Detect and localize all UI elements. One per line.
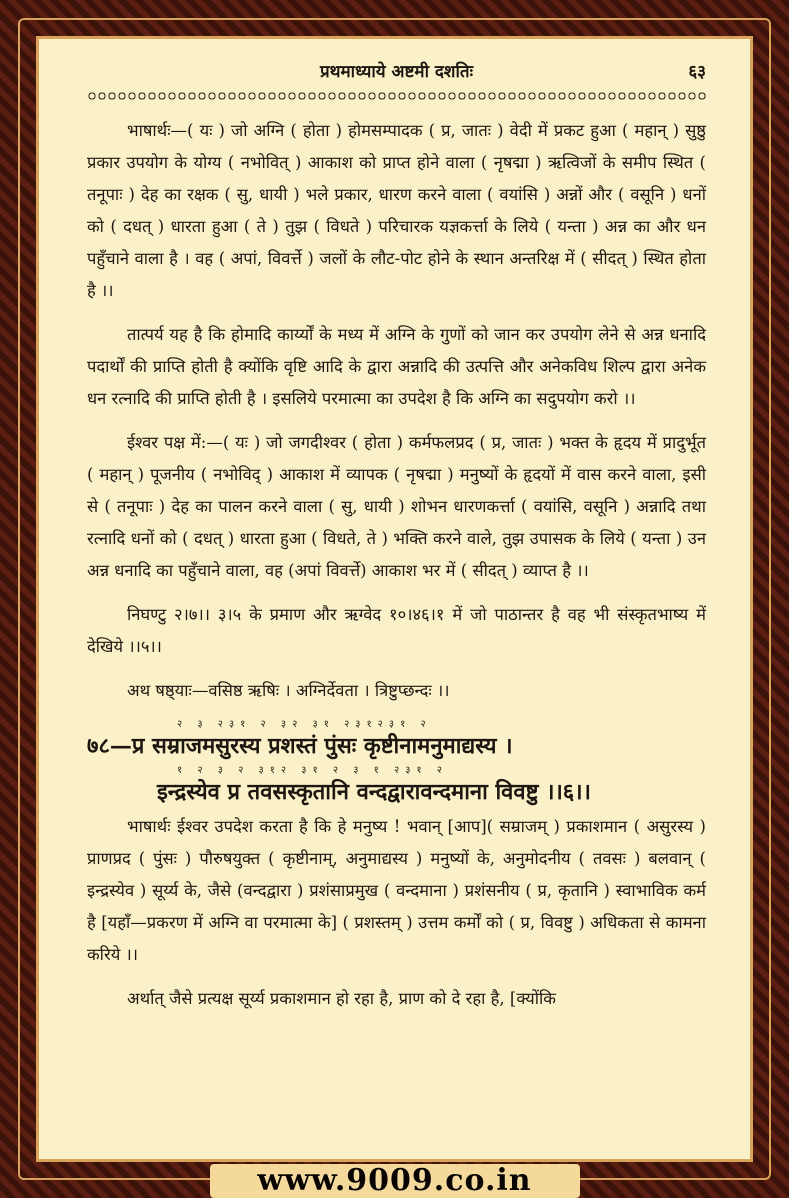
mantra-accent-marks-1: २ ३ २३१ २ ३२ ३१ २३१२३१ २ (177, 719, 432, 730)
footer-url: www.9009.co.in (257, 1163, 532, 1198)
page-header (87, 59, 706, 89)
page-title: प्रथमाध्याये अष्टमी दशतिः (319, 62, 474, 82)
paragraph-ishwar-paksh: ईश्वर पक्ष में:—( यः ) जो जगदीश्वर ( होता ) कर्मफलप्रद ( प्र, जातः ) भक्त के हृदय में प्रादुर्भूत ( महान् ) पूजनीय ( नभोविद् ) आकाश में व्यापक ( नृषद्मा ) मनुष्यों के हृदयों में वास करने वाला, इसी से ( तनूपाः ) देह का पालन करने वाला ( सु, धायी ) शोभन धारणकर्त्ता ( वयांसि, वसूनि ) अन्नादि तथा रत्नादि धनों को ( दधत् ) धारता हुआ ( विधते, ते ) भक्ति करने वाले, तुझ उपासक के लिये ( यन्ता ) उन अन्न धनादि का पहुँचाने वाला, वह (अपां विवर्त्ते) आकाश भर में ( सीदत् ) व्याप्त है ।। (87, 433, 706, 580)
mantra-line-2: इन्द्रस्येव प्र तवसस्कृतानि वन्दद्वारावन्दमाना विवष्टु ।।६।। (157, 779, 591, 805)
paragraph-nighantu: निघण्टु २।७।। ३।५ के प्रमाण और ऋग्वेद १०।४६।१ में जो पाठान्तर है वह भी संस्कृतभाष्य में देखिये ।।५।। (87, 605, 706, 656)
paragraph-arthat: अर्थात् जैसे प्रत्यक्ष सूर्य्य प्रकाशमान हो रहा है, प्राण को दे रहा है, [क्योंकि (127, 989, 556, 1008)
paragraph-bhasharth-2: भाषार्थः ईश्वर उपदेश करता है कि हे मनुष्य ! भवान् [आप]( सम्राजम् ) प्रकाशमान ( असुरस्य ) प्राणप्रद ( पुंसः ) पौरुषयुक्त ( कृष्टीनाम्, अनुमाद्यस्य ) मनुष्यों के, अनुमोदनीय ( तवसः ) बलवान् ( इन्द्रस्येव ) सूर्य्य के, जैसे (वन्दद्वारा ) प्रशंसाप्रमुख ( वन्दमाना ) प्रशंसनीय ( प्र, कृतानि ) स्वाभाविक कर्म है [यहाँ—प्रकरण में अग्नि वा परमात्मा के] ( प्रशस्तम् ) उत्तम कर्मों को ( प्र, विवष्टु ) अधिकता से कामना करिये ।। (87, 817, 706, 964)
paragraph-rishi-devata: अथ षष्ठ्याः—वसिष्ठ ऋषिः । अग्निर्देवता । त्रिष्टुप्छन्दः ।। (127, 681, 450, 700)
book-page (36, 36, 753, 1162)
mantra-accent-marks-2: १ २ ३ २ ३१२ ३१ २ ३ १ २३१ २ (177, 765, 448, 776)
page-number: ६३ (688, 62, 706, 82)
paragraph-tatparya: तात्पर्य यह है कि होमादि कार्य्यों के मध्य में अग्नि के गुणों को जान कर उपयोग लेने से अन्न धनादि पदार्थों की प्राप्ति होती है क्योंकि वृष्टि आदि के द्वारा अन्नादि की उत्पत्ति और अनेकविध शिल्प द्वारा अनेक धन रत्नादि की प्राप्ति होती है । इसलिये परमात्मा का उपदेश है कि अग्नि का सदुपयोग करो ।। (87, 325, 706, 408)
mantra-line-1: ७८—प्र सम्राजमसुरस्य प्रशस्तं पुंसः कृष्टीनामनुमाद्यस्य । (87, 733, 513, 759)
paragraph-bhasharth-1: भाषार्थः—( यः ) जो अग्नि ( होता ) होमसम्पादक ( प्र, जातः ) वेदी में प्रकट हुआ ( महान् ) सुष्ठु प्रकार उपयोग के योग्य ( नभोवित् ) आकाश को प्राप्त होने वाला ( नृषद्मा ) ऋत्विजों के समीप स्थित ( तनूपाः ) देह का रक्षक ( सु, धायी ) भले प्रकार, धारण करने वाला ( वयांसि ) अन्नों और ( वसूनि ) धनों को ( दधत् ) धारता हुआ ( ते ) तुझ ( विधते ) परिचारक यज्ञकर्त्ता के लिये ( यन्ता ) अन्न का और धन पहुँचाने वाला है । वह ( अपां, विवर्त्ते ) जलों के लौट-पोट होने के स्थान अन्तरिक्ष में ( सीदत् ) स्थित होता है ।। (87, 121, 706, 300)
header-ornament-divider (87, 91, 706, 101)
